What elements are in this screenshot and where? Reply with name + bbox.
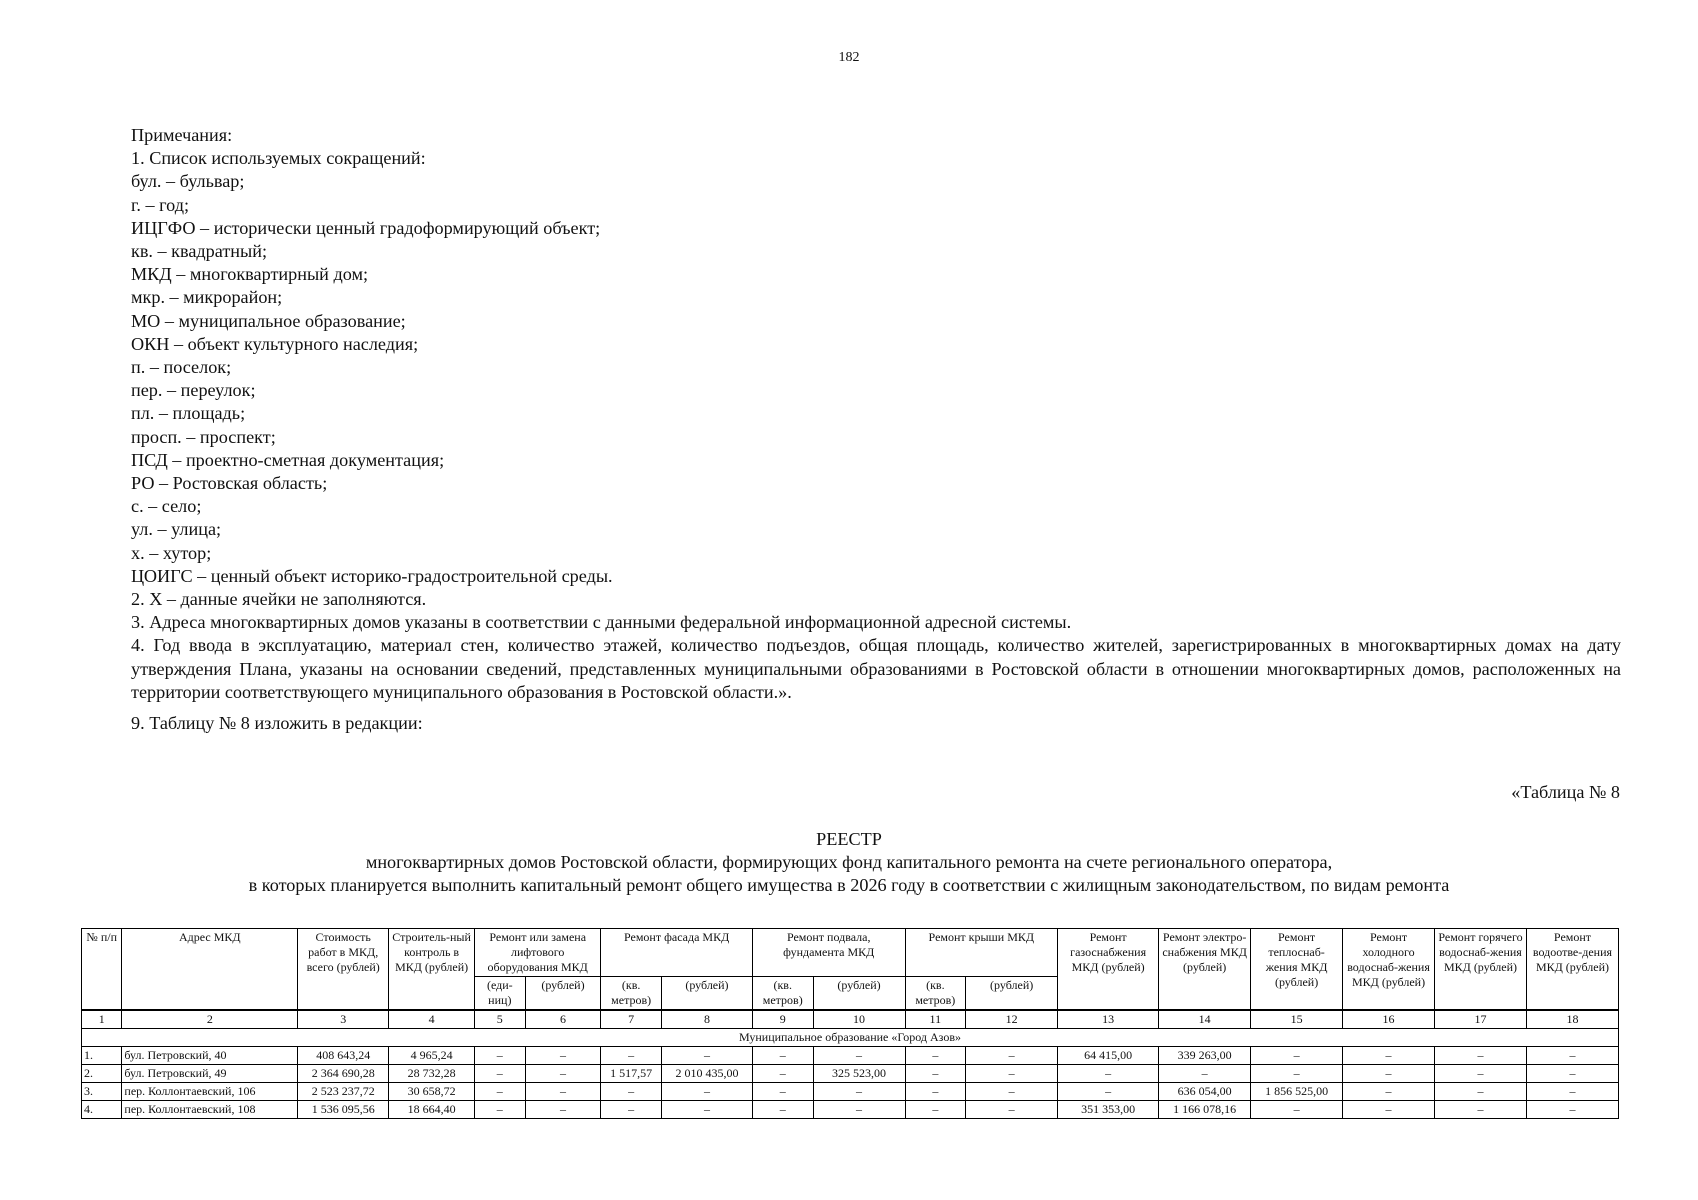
table-cell: –: [525, 1047, 601, 1065]
table-cell: 636 054,00: [1159, 1083, 1251, 1101]
column-number: 12: [966, 1010, 1058, 1029]
table-cell: –: [1343, 1083, 1435, 1101]
abbreviation-item: г. – год;: [131, 194, 190, 215]
subheader-roof-sqm: (кв. метров): [905, 977, 966, 1011]
header-basement: Ремонт подвала, фундамента МКД: [752, 929, 905, 977]
header-num: № п/п: [82, 929, 122, 1011]
column-number: 13: [1058, 1010, 1159, 1029]
table-cell: 1 856 525,00: [1251, 1083, 1343, 1101]
header-hot-water: Ремонт горячего водоснаб-жения МКД (рублей): [1435, 929, 1527, 1011]
column-number: 5: [475, 1010, 526, 1029]
column-number: 14: [1159, 1010, 1251, 1029]
header-electric: Ремонт электро-снабжения МКД (рублей): [1159, 929, 1251, 1011]
registry-subtitle-line-2: в которых планируется выполнить капитальный ремонт общего имущества в 2026 году в соответствии с жилищным законодательством, по видам ремонта: [248, 875, 1450, 895]
address-cell: пер. Коллонтаевский, 106: [122, 1083, 298, 1101]
address-cell: бул. Петровский, 49: [122, 1065, 298, 1083]
table-cell: –: [752, 1065, 813, 1083]
table-cell: –: [752, 1047, 813, 1065]
table-cell: 2 523 237,72: [298, 1083, 389, 1101]
column-number: 6: [525, 1010, 601, 1029]
header-gas: Ремонт газоснабжения МКД (рублей): [1058, 929, 1159, 1011]
table-cell: –: [1251, 1047, 1343, 1065]
table-cell: –: [661, 1101, 752, 1119]
notes-heading: Примечания:: [131, 125, 233, 145]
header-heat: Ремонт теплоснаб-жения МКД (рублей): [1251, 929, 1343, 1011]
registry-title: РЕЕСТР: [816, 829, 882, 849]
registry-table: [81, 928, 1619, 1119]
column-number: 7: [601, 1010, 662, 1029]
abbreviation-item: с. – село;: [131, 496, 202, 517]
table-cell: –: [1251, 1101, 1343, 1119]
table-cell: –: [1435, 1101, 1527, 1119]
column-number: 8: [661, 1010, 752, 1029]
table-cell: –: [601, 1047, 662, 1065]
table-row: [82, 1101, 1619, 1119]
column-number: 16: [1343, 1010, 1435, 1029]
abbreviation-item: ул. – улица;: [131, 519, 222, 540]
header-address: Адрес МКД: [122, 929, 298, 1011]
registry-subtitle-line-1: многоквартирных домов Ростовской области, формирующих фонд капитального ремонта на счете регионального оператора,: [365, 852, 1333, 872]
table-cell: –: [752, 1083, 813, 1101]
table-cell: 351 353,00: [1058, 1101, 1159, 1119]
header-elevator: Ремонт или замена лифтового оборудования МКД: [475, 929, 601, 977]
abbreviation-item: кв. – квадратный;: [131, 241, 268, 262]
table-cell: –: [1343, 1101, 1435, 1119]
header-cold-water: Ремонт холодного водоснаб-жения МКД (рублей): [1343, 929, 1435, 1011]
column-number: 3: [298, 1010, 389, 1029]
subheader-facade-rub: (рублей): [661, 977, 752, 1011]
column-number: 18: [1526, 1010, 1618, 1029]
abbreviation-item: просп. – проспект;: [131, 426, 276, 447]
table-cell: –: [1526, 1101, 1618, 1119]
column-number: 17: [1435, 1010, 1527, 1029]
abbreviations-list: [131, 170, 1621, 588]
subheader-facade-sqm: (кв. метров): [601, 977, 662, 1011]
table-cell: –: [966, 1083, 1058, 1101]
column-number: 11: [905, 1010, 966, 1029]
table-cell: 408 643,24: [298, 1047, 389, 1065]
table-row: [82, 1065, 1619, 1083]
abbreviation-item: пл. – площадь;: [131, 403, 246, 424]
table-cell: –: [905, 1083, 966, 1101]
table-cell: –: [752, 1101, 813, 1119]
abbreviation-item: РО – Ростовская область;: [131, 473, 328, 494]
table-cell: –: [1526, 1047, 1618, 1065]
table-cell: –: [1058, 1065, 1159, 1083]
table-cell: –: [601, 1101, 662, 1119]
note-4: 4. Год ввода в эксплуатацию, материал стен, количество этажей, количество подъездов, общая площадь, количество жителей, зарегистрированных в многоквартирных домах на дату утверждения Плана, указаны на основании сведений, представленных муниципальными образованиями в Ростовской области в отношении многоквартирных домов, расположенных на территории соответствующего муниципального образования в Ростовской области.».: [131, 635, 1621, 702]
page-number: 182: [838, 50, 860, 65]
table-cell: –: [905, 1101, 966, 1119]
table-cell: –: [813, 1047, 905, 1065]
column-number: 9: [752, 1010, 813, 1029]
column-number: 4: [389, 1010, 475, 1029]
abbreviations-title: 1. Список используемых сокращений:: [131, 148, 426, 169]
table-cell: 28 732,28: [389, 1065, 475, 1083]
address-cell: пер. Коллонтаевский, 108: [122, 1101, 298, 1119]
table-cell: –: [966, 1065, 1058, 1083]
table-cell: 30 658,72: [389, 1083, 475, 1101]
table-cell: 1 166 078,16: [1159, 1101, 1251, 1119]
table-cell: 64 415,00: [1058, 1047, 1159, 1065]
header-roof: Ремонт крыши МКД: [905, 929, 1058, 977]
abbreviation-item: пер. – переулок;: [131, 380, 256, 401]
table-cell: –: [601, 1083, 662, 1101]
table-cell: –: [475, 1101, 526, 1119]
instruction-text: 9. Таблицу № 8 изложить в редакции:: [131, 713, 423, 733]
table-cell: 1 517,57: [601, 1065, 662, 1083]
table-cell: 1.: [82, 1047, 122, 1065]
table-cell: –: [1058, 1083, 1159, 1101]
subheader-basement-sqm: (кв. метров): [752, 977, 813, 1011]
table-cell: 1 536 095,56: [298, 1101, 389, 1119]
column-number: 2: [122, 1010, 298, 1029]
table-cell: –: [905, 1065, 966, 1083]
notes-section: [131, 124, 1621, 704]
table-cell: –: [475, 1065, 526, 1083]
header-facade: Ремонт фасада МКД: [601, 929, 753, 977]
address-cell: бул. Петровский, 40: [122, 1047, 298, 1065]
abbreviation-item: х. – хутор;: [131, 542, 212, 563]
table-cell: 325 523,00: [813, 1065, 905, 1083]
table-cell: –: [1435, 1083, 1527, 1101]
abbreviation-item: МО – муниципальное образование;: [131, 310, 406, 331]
abbreviation-item: МКД – многоквартирный дом;: [131, 264, 369, 285]
table-cell: –: [1526, 1083, 1618, 1101]
table-cell: –: [1435, 1065, 1527, 1083]
table-header-row: [82, 929, 1619, 977]
note-3: 3. Адреса многоквартирных домов указаны в соответствии с данными федеральной информационной адресной системы.: [131, 612, 1072, 633]
table-cell: –: [966, 1047, 1058, 1065]
column-number: 1: [82, 1010, 122, 1029]
abbreviation-item: ИЦГФО – исторически ценный градоформирующий объект;: [131, 217, 601, 238]
table-cell: –: [905, 1047, 966, 1065]
table-cell: –: [1159, 1065, 1251, 1083]
table-cell: 2 010 435,00: [661, 1065, 752, 1083]
abbreviation-item: мкр. – микрорайон;: [131, 287, 283, 308]
table-row: [82, 1047, 1619, 1065]
table-cell: –: [475, 1047, 526, 1065]
municipality-name: Муниципальное образование «Город Азов»: [82, 1029, 1619, 1047]
table-cell: –: [661, 1047, 752, 1065]
abbreviation-item: ОКН – объект культурного наследия;: [131, 333, 419, 354]
table-cell: –: [1526, 1065, 1618, 1083]
table-cell: –: [1343, 1047, 1435, 1065]
table-cell: –: [525, 1083, 601, 1101]
subheader-elevator-rub: (рублей): [525, 977, 601, 1011]
table-row: [82, 1083, 1619, 1101]
abbreviation-item: п. – поселок;: [131, 357, 232, 378]
column-number: 10: [813, 1010, 905, 1029]
table-cell: –: [813, 1083, 905, 1101]
table-cell: 2 364 690,28: [298, 1065, 389, 1083]
table-label: «Таблица № 8: [1511, 782, 1620, 802]
subheader-basement-rub: (рублей): [813, 977, 905, 1011]
table-cell: –: [1435, 1047, 1527, 1065]
table-cell: 18 664,40: [389, 1101, 475, 1119]
table-cell: 2.: [82, 1065, 122, 1083]
table-cell: 3.: [82, 1083, 122, 1101]
table-cell: 339 263,00: [1159, 1047, 1251, 1065]
table-cell: –: [813, 1101, 905, 1119]
abbreviation-item: бул. – бульвар;: [131, 171, 245, 192]
column-number: 15: [1251, 1010, 1343, 1029]
abbreviation-item: ЦОИГС – ценный объект историко-градостроительной среды.: [131, 565, 613, 586]
header-cost: Стоимость работ в МКД, всего (рублей): [298, 929, 389, 1011]
table-cell: 4.: [82, 1101, 122, 1119]
municipality-row: [82, 1029, 1619, 1047]
subheader-elevator-units: (еди-ниц): [475, 977, 526, 1011]
note-2: 2. Х – данные ячейки не заполняются.: [131, 589, 427, 610]
column-number-row: [82, 1010, 1619, 1029]
table-cell: –: [1251, 1065, 1343, 1083]
registry-title-block: [0, 828, 1698, 897]
subheader-roof-rub: (рублей): [966, 977, 1058, 1011]
table-cell: –: [1343, 1065, 1435, 1083]
table-cell: –: [525, 1065, 601, 1083]
table-body: [82, 1010, 1619, 1119]
table-cell: 4 965,24: [389, 1047, 475, 1065]
table-cell: –: [525, 1101, 601, 1119]
table-cell: –: [475, 1083, 526, 1101]
table-cell: –: [661, 1083, 752, 1101]
header-drainage: Ремонт водоотве-дения МКД (рублей): [1526, 929, 1618, 1011]
table-cell: –: [966, 1101, 1058, 1119]
header-control: Строитель-ный контроль в МКД (рублей): [389, 929, 475, 1011]
abbreviation-item: ПСД – проектно-сметная документация;: [131, 449, 445, 470]
